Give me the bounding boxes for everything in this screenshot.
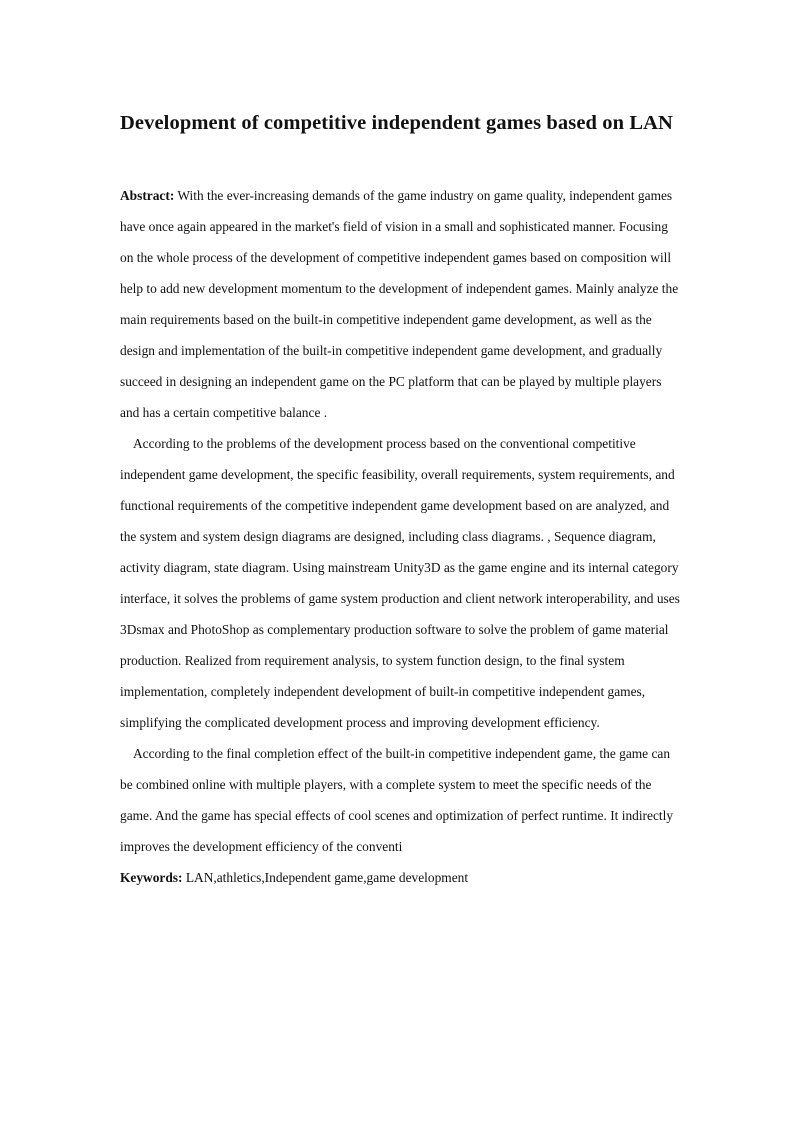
keywords-text: LAN,athletics,Independent game,game development — [185, 870, 469, 885]
abstract-text: With the ever-increasing demands of the game industry on game quality, independent games have once again appeared in the market's field of vision in a small and sophisticated manner. Focusing on the whole process of the development of competitive independent games based on composition will help to add new development momentum to the development of independent games. Mainly analyze the main requirements based on the built-in competitive independent game development, as well as the design and implementation of the built-in competitive independent game development, and gradually succeed in designing an independent game on the PC platform that can be played by multiple players and has a certain competitive balance . — [120, 188, 679, 420]
body-paragraph-3: According to the final completion effect of the built-in competitive independent game, the game can be combined online with multiple players, with a complete system to meet the specific needs of the game. And the game has special effects of cool scenes and optimization of perfect runtime. It indirectly improves the development efficiency of the conventi — [120, 746, 674, 854]
keywords-line — [120, 862, 680, 893]
abstract-label: Abstract: — [120, 188, 175, 203]
abstract-paragraph — [120, 180, 680, 428]
page-title: Development of competitive independent games based on LAN — [120, 112, 673, 134]
body-paragraph-2: According to the problems of the development process based on the conventional competitive independent game development, the specific feasibility, overall requirements, system requirements, and functional requirements of the competitive independent game development based on are analyzed, and the system and system design diagrams are designed, including class diagrams. , Sequence diagram, activity diagram, state diagram. Using mainstream Unity3D as the game engine and its internal category interface, it solves the problems of game system production and client network interoperability, and uses 3Dsmax and PhotoShop as complementary production software to solve the problem of game material production. Realized from requirement analysis, to system function design, to the final system implementation, completely independent development of built-in competitive independent games, simplifying the complicated development process and improving development efficiency. — [120, 436, 680, 730]
keywords-label: Keywords: — [120, 870, 183, 885]
document-body — [120, 180, 680, 893]
